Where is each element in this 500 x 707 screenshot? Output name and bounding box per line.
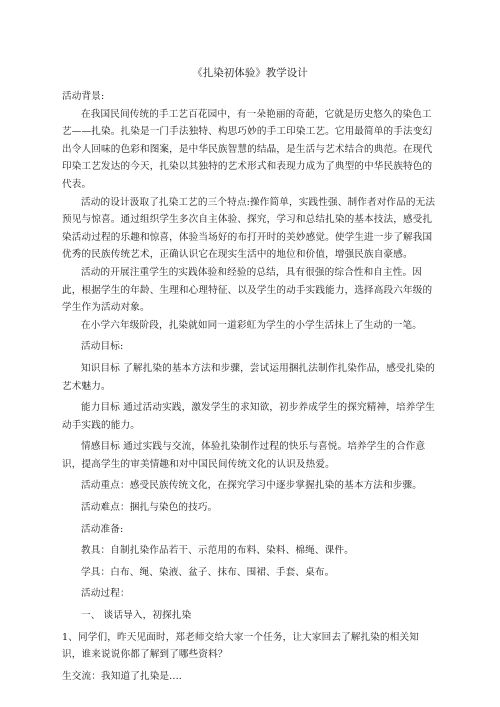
- paragraph: 1、同学们，昨天见面时，郑老师交给大家一个任务，让大家回去了解扎染的相关知识，谁来说说你都了解到了哪些资料？: [62, 631, 420, 661]
- section-heading: 活动过程：: [81, 588, 130, 600]
- document-body: [62, 88, 438, 685]
- paragraph: 知识目标 了解扎染的基本方法和步骤，尝试运用捆扎法制作扎染作品，感受扎染的艺术魅力。: [62, 362, 435, 392]
- paragraph: 在小学六年级阶段，扎染就如同一道彩虹为学生的小学生活抹上了生动的一笔。: [81, 319, 423, 331]
- paragraph: 生交流：我知道了扎染是....: [62, 670, 182, 682]
- paragraph: 活动难点：捆扎与染色的技巧。: [81, 502, 218, 514]
- document-page: [62, 66, 438, 685]
- paragraph: 活动的开展注重学生的实践体验和经验的总结，具有很强的综合性和自主性。因此，根据学生的年龄、生理和心理特征、以及学生的动手实践能力，选择高段六年级的学生作为活动对象。: [62, 266, 433, 314]
- document-title: 《扎染初体验》教学设计: [192, 67, 308, 79]
- section-heading: 一、 谈话导入，初探扎染: [81, 610, 192, 622]
- paragraph: 教具：自制扎染作品若干、示范用的布料、染料、棉绳、课件。: [81, 545, 354, 557]
- paragraph: 学具：白布、绳、染液、盆子、抹布、围裙、手套、桌布。: [81, 566, 335, 578]
- section-heading: 活动目标:: [81, 341, 124, 353]
- paragraph: 活动背景:: [62, 91, 105, 102]
- section-heading: 活动准备:: [81, 523, 124, 535]
- paragraph: 活动重点：感受民族传统文化，在探究学习中逐步掌握扎染的基本方法和步骤。: [81, 480, 423, 492]
- paragraph: 能力目标 通过活动实践，激发学生的求知欲，初步养成学生的探究精神，培养学生动手实践的能力。: [62, 402, 435, 431]
- paragraph: 活动的设计汲取了扎染工艺的三个特点:操作简单，实践性强、制作者对作品的无法预见与惊喜。通过组织学生多次自主体验、探究，学习和总结扎染的基本技法，感受扎染活动过程的乐趣和惊喜，体验当场好的布打开时的美妙感觉。使学生进一步了解我国优秀的民族传统艺术，正确认识它在现实生活中的地位和价值，增强民族自豪感。: [62, 196, 436, 261]
- paragraph: 在我国民间传统的手工艺百花园中，有一朵艳丽的奇葩，它就是历史悠久的染色工艺——扎染。扎染是一门手法独特、构思巧妙的手工印染工艺。它用最简单的手法变幻出令人回味的色彩和图案，是中华民族智慧的结晶，是生活与艺术结合的典范。在现代印染工艺发达的今天，扎染以其独特的艺术形式和表现力成为了典型的中华民族特色的代表。: [62, 108, 433, 190]
- paragraph: 情感目标 通过实践与交流，体验扎染制作过程的快乐与喜悦。培养学生的合作意识，提高学生的审美情趣和对中国民间传统文化的认识及热爱。: [62, 441, 426, 470]
